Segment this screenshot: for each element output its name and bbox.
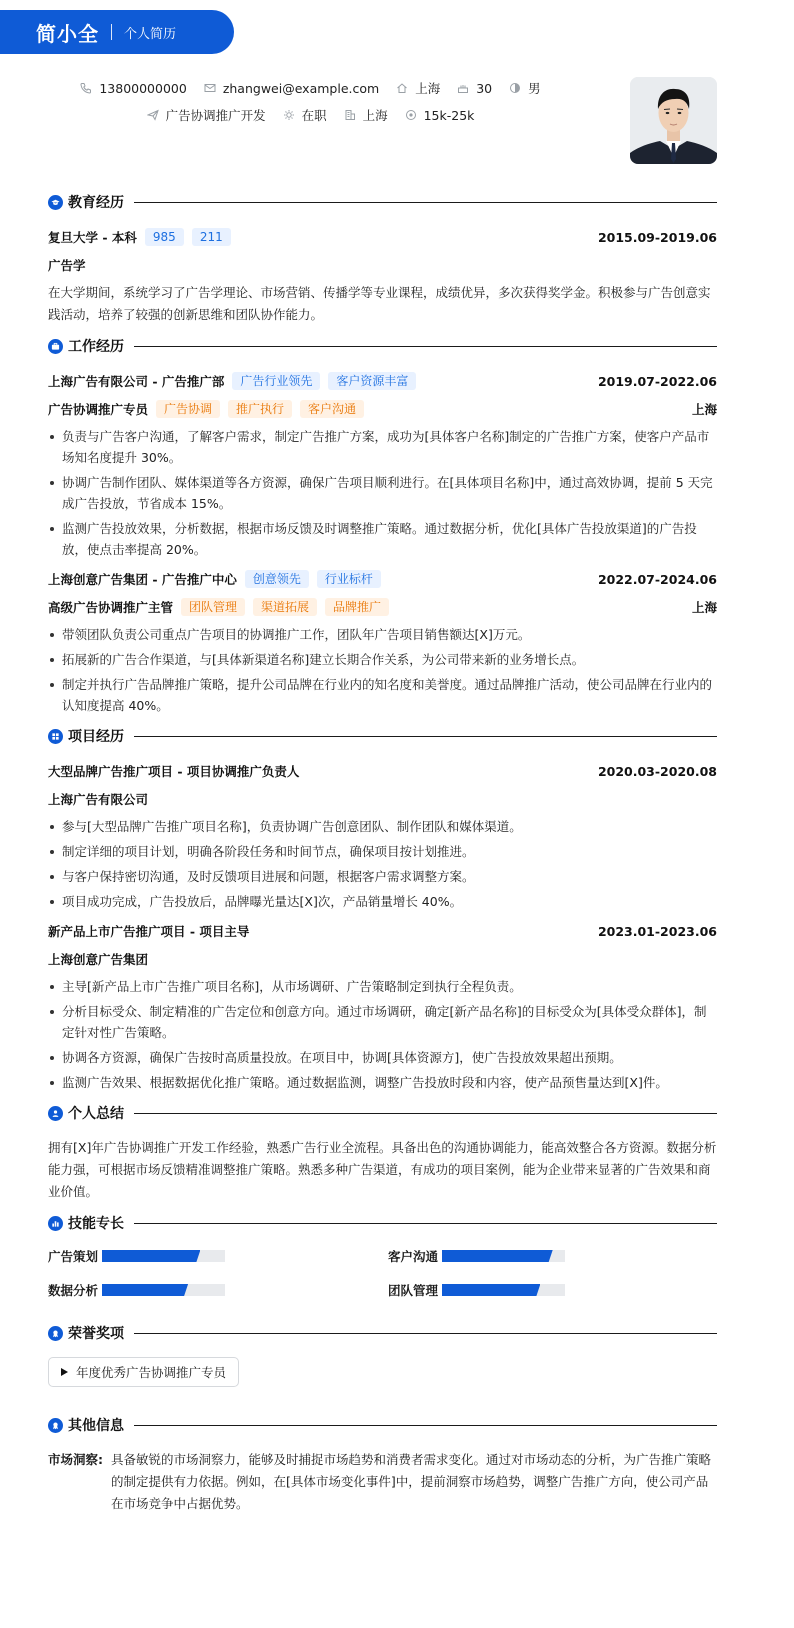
skills-grid [48,1247,717,1299]
award-item[interactable] [48,1357,239,1387]
briefcase-icon [48,339,63,354]
skill-level-fill [442,1284,540,1296]
section-divider [134,1333,717,1334]
skill-item [388,1281,717,1299]
list-item: 项目成功完成，广告投放后，品牌曝光量达[X]次，产品销量增长 40%。 [48,891,717,912]
gender-icon [508,81,522,95]
city-item [395,79,440,97]
skills-title: 技能专长 [68,1216,124,1232]
company-tag: 广告行业领先 [232,372,320,390]
list-item: 负责与广告客户沟通，了解客户需求，制定广告推广方案，成功为[具体客户名称]制定的广告推广方案，使客户产品市场知名度提升 30%。 [48,426,717,468]
role-name: 广告协调推广专员 [48,402,149,417]
user-icon [48,1106,63,1121]
skill-name: 客户沟通 [388,1249,439,1264]
header-banner [0,10,234,54]
work-city-item [343,106,388,124]
section-divider [134,736,717,737]
work-header [48,334,717,358]
skills-section [48,1211,717,1299]
project-entry-head [48,920,717,942]
resume-content [48,190,717,1521]
other-text: 具备敏锐的市场洞察力，能够及时捕捉市场趋势和消费者需求变化。通过对市场动态的分析，为广告推广策略的制定提供有力依据。例如，在[具体市场变化事件]中，提前洞察市场趋势，调整广告推广方向，使公司产品在市场竞争中占据优势。 [111,1452,712,1511]
work-entry-head [48,370,717,392]
list-item: 制定并执行广告品牌推广策略，提升公司品牌在行业内的知名度和美誉度。通过品牌推广活动，使公司品牌在行业内的认知度提高 40%。 [48,674,717,716]
list-item: 监测广告效果、根据数据优化推广策略。通过数据监测，调整广告投放时段和内容，使产品预售量达到[X]件。 [48,1072,717,1093]
project-org: 上海创意广告集团 [48,952,149,967]
list-item: 带领团队负责公司重点广告项目的协调推广工作，团队年广告项目销售额达[X]万元。 [48,624,717,645]
role-tag: 品牌推广 [325,598,389,616]
company-name: 上海创意广告集团 - 广告推广中心 [48,572,237,587]
work-entry [48,568,717,716]
mail-icon [203,81,217,95]
phone-icon [79,81,93,95]
award-icon [48,1418,63,1433]
project-entry [48,920,717,1093]
work-bullets [48,426,717,560]
skill-name: 广告策划 [48,1249,99,1264]
work-date: 2019.07-2022.06 [597,373,717,389]
work-date: 2022.07-2024.06 [597,571,717,587]
company-tag: 创意领先 [245,570,309,588]
project-name: 新产品上市广告推广项目 - 项目主导 [48,924,250,939]
bar-chart-icon [48,1216,63,1231]
gender-text: 男 [528,81,541,96]
age-item [456,81,492,96]
home-icon [395,81,409,95]
school-tag: 985 [145,228,184,246]
work-city-text: 上海 [362,108,388,123]
list-item: 分析目标受众、制定精准的广告定位和创意方向。通过市场调研，确定[新产品名称]的目标受众为[具体受众群体]，制定针对性广告策略。 [48,1001,717,1043]
project-org-row [48,948,717,970]
banner-divider [111,24,112,40]
gender-item [508,79,541,97]
project-date: 2020.03-2020.08 [597,763,717,779]
contact-info [0,78,620,132]
salary-item [404,108,475,123]
section-divider [134,1425,717,1426]
work-entry [48,370,717,560]
major-name: 广告学 [48,258,86,273]
list-item: 主导[新产品上市广告推广项目名称]，从市场调研、广告策略制定到执行全程负责。 [48,976,717,997]
school-tag: 211 [192,228,231,246]
major-row [48,254,717,276]
skill-item [48,1281,388,1299]
summary-header [48,1101,717,1125]
education-title: 教育经历 [68,195,124,211]
skills-header [48,1211,717,1235]
other-header [48,1413,717,1437]
project-bullets [48,976,717,1093]
list-item: 参与[大型品牌广告推广项目名称]，负责协调广告创意团队、制作团队和媒体渠道。 [48,816,717,837]
salary-icon [404,108,418,122]
education-header [48,190,717,214]
project-bullets [48,816,717,912]
award-label: 年度优秀广告协调推广专员 [76,1365,227,1380]
contact-row-1 [0,78,620,98]
section-divider [134,202,717,203]
work-location: 上海 [691,600,717,615]
role-row [48,596,717,618]
company-tag: 客户资源丰富 [328,372,416,390]
list-item: 监测广告投放效果，分析数据，根据市场反馈及时调整推广策略。通过数据分析，优化[具体广告投放渠道]的广告投放，使点击率提高 20%。 [48,518,717,560]
skill-bar [442,1284,565,1296]
role-row [48,398,717,420]
position-item [146,106,266,124]
list-item: 协调各方资源，确保广告按时高质量投放。在项目中，协调[具体资源方]，使广告投放效果超出预期。 [48,1047,717,1068]
graduation-cap-icon [48,195,63,210]
skill-name: 团队管理 [388,1283,439,1298]
skill-level-fill [442,1250,553,1262]
age-text: 30 [476,80,493,96]
salary-text: 15k-25k [423,107,475,123]
list-item: 协调广告制作团队、媒体渠道等各方资源，确保广告项目顺利进行。在[具体项目名称]中，通过高效协调，提前 5 天完成广告投放，节省成本 15%。 [48,472,717,514]
position-text: 广告协调推广开发 [165,108,266,123]
school-name: 复旦大学 - 本科 [48,230,137,245]
email-text: zhangwei@example.com [222,80,380,96]
summary-text: 拥有[X]年广告协调推广开发工作经验，熟悉广告行业全流程。具备出色的沟通协调能力，能高效整合各方资源。数据分析能力强，可根据市场反馈精准调整推广策略。熟悉多种广告渠道，有成功的项目案例，能为企业带来显著的广告效果和商业价值。 [48,1140,717,1199]
role-tag: 客户沟通 [300,400,364,418]
company-name: 上海广告有限公司 - 广告推广部 [48,374,225,389]
education-section [48,190,717,326]
other-info-row [48,1449,717,1515]
education-entry-head [48,226,717,248]
building-icon [343,108,357,122]
project-date: 2023.01-2023.06 [597,923,717,939]
project-name: 大型品牌广告推广项目 - 项目协调推广负责人 [48,764,300,779]
awards-section [48,1321,717,1407]
section-divider [134,346,717,347]
company-tag: 行业标杆 [317,570,381,588]
resume-name: 简小全 [36,21,99,46]
education-description: 在大学期间，系统学习了广告学理论、市场营销、传播学等专业课程，成绩优异，多次获得奖学金。积极参与广告创意实践活动，培养了较强的创新思维和团队协作能力。 [48,285,711,322]
list-item: 拓展新的广告合作渠道，与[具体新渠道名称]建立长期合作关系，为公司带来新的业务增长点。 [48,649,717,670]
other-section [48,1413,717,1515]
project-entry-head [48,760,717,782]
project-org: 上海广告有限公司 [48,792,149,807]
status-item [282,106,327,124]
skill-bar [102,1250,225,1262]
grid-icon [48,729,63,744]
cake-icon [456,81,470,95]
summary-section [48,1101,717,1203]
role-tag: 广告协调 [156,400,220,418]
other-title: 其他信息 [68,1418,124,1434]
skill-bar [102,1284,225,1296]
email-item [203,81,379,96]
section-divider [134,1113,717,1114]
profile-photo [630,77,717,164]
contact-row-2 [0,105,620,125]
resume-subtitle: 个人简历 [124,26,177,42]
list-item: 与客户保持密切沟通，及时反馈项目进展和问题，根据客户需求调整方案。 [48,866,717,887]
city-text: 上海 [415,81,441,96]
phone-item [79,81,186,96]
projects-section [48,724,717,1093]
awards-title: 荣誉奖项 [68,1326,124,1342]
list-item: 制定详细的项目计划，明确各阶段任务和时间节点，确保项目按计划推进。 [48,841,717,862]
summary-title: 个人总结 [68,1106,124,1122]
awards-header [48,1321,717,1345]
role-tag: 推广执行 [228,400,292,418]
projects-header [48,724,717,748]
projects-title: 项目经历 [68,729,124,745]
work-title: 工作经历 [68,339,124,355]
role-tag: 团队管理 [181,598,245,616]
skill-name: 数据分析 [48,1283,99,1298]
skill-level-fill [102,1250,200,1262]
skill-item [48,1247,388,1265]
status-text: 在职 [301,108,327,123]
work-bullets [48,624,717,716]
education-date: 2015.09-2019.06 [597,229,717,245]
work-section [48,334,717,716]
skill-bar [442,1250,565,1262]
role-tag: 渠道拓展 [253,598,317,616]
role-name: 高级广告协调推广主管 [48,600,174,615]
work-entry-head [48,568,717,590]
work-location: 上海 [691,402,717,417]
award-icon [48,1326,63,1341]
skill-item [388,1247,717,1265]
skill-level-fill [102,1284,188,1296]
project-entry [48,760,717,912]
section-divider [134,1223,717,1224]
play-icon [61,1368,68,1376]
phone-text: 13800000000 [99,80,187,96]
project-org-row [48,788,717,810]
other-label: 市场洞察: [48,1452,103,1467]
status-icon [282,108,296,122]
send-icon [146,108,160,122]
